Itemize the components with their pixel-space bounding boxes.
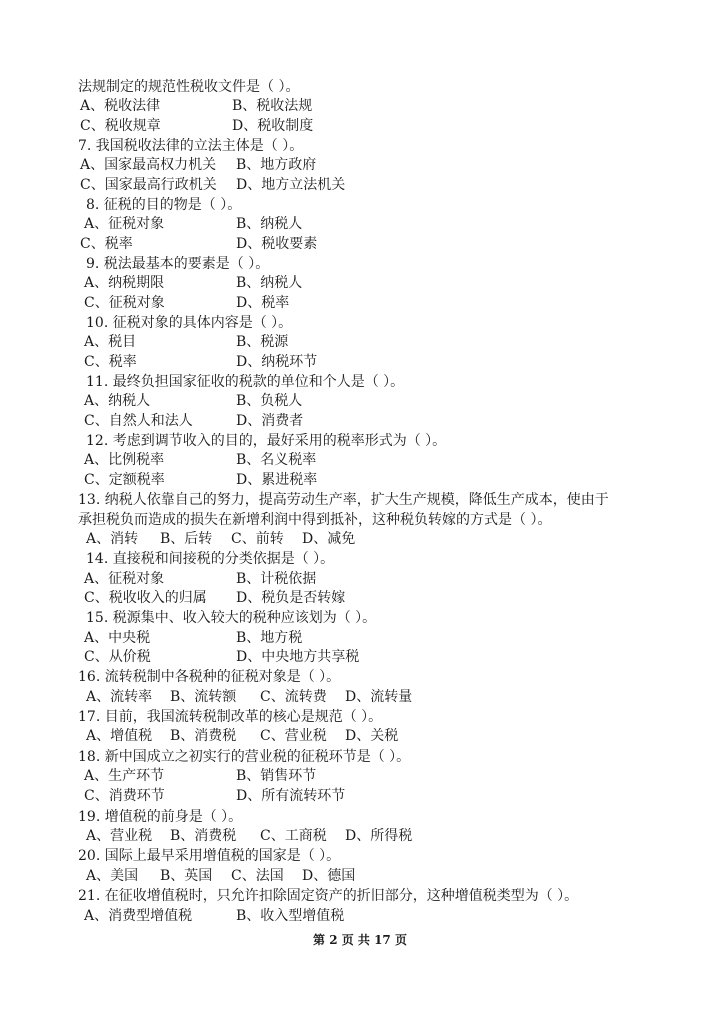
answer-option: A、征税对象 [84,571,165,587]
question-text: 10. 征税对象的具体内容是（ ）。 [86,315,293,331]
answer-option: D、关税 [345,728,399,744]
answer-option: C、税收规章 [80,118,161,134]
answer-option: A、增值税 [86,728,153,744]
answer-option: C、工商税 [260,828,327,844]
answer-option: B、负税人 [236,393,303,409]
answer-option: B、销售环节 [236,768,317,784]
answer-option: A、比例税率 [84,452,165,468]
answer-option: B、后转 [160,531,213,547]
answer-option: C、税率 [80,236,133,252]
question-text: 18. 新中国成立之初实行的营业税的征税环节是（ ）。 [78,749,411,765]
question-text: 8. 征税的目的物是（ ）。 [86,197,242,213]
answer-option: B、税源 [236,334,289,350]
answer-option: D、所有流转环节 [236,788,346,804]
answer-option: B、消费税 [170,728,237,744]
question-text: 7. 我国税收法律的立法主体是（ ）。 [78,138,304,154]
answer-option: D、税收制度 [232,118,314,134]
answer-option: D、所得税 [345,828,413,844]
answer-option: A、国家最高权力机关 [80,157,217,173]
answer-option: C、国家最高行政机关 [80,177,217,193]
answer-option: C、流转费 [260,689,327,705]
answer-option: C、税收收入的归属 [84,590,207,606]
answer-option: B、流转额 [170,689,237,705]
question-text: 法规制定的规范性税收文件是（ ）。 [78,79,300,95]
answer-option: D、中央地方共享税 [236,649,360,665]
answer-option: A、消转 [86,531,139,547]
answer-option: D、税率 [236,295,290,311]
answer-option: A、消费型增值税 [84,908,193,924]
question-text: 16. 流转税制中各税种的征税对象是（ ）。 [78,669,341,685]
question-text: 12. 考虑到调节收入的目的，最好采用的税率形式为（ ）。 [86,433,447,449]
answer-option: D、地方立法机关 [236,177,346,193]
answer-option: A、纳税期限 [84,275,165,291]
question-text: 20. 国际上最早采用增值税的国家是（ ）。 [78,848,341,864]
question-text: 9. 税法最基本的要素是（ ）。 [86,256,270,272]
question-text: 17. 目前，我国流转税制改革的核心是规范（ ）。 [78,709,383,725]
answer-option: B、计税依据 [236,571,317,587]
answer-option: B、英国 [160,868,213,884]
answer-option: B、消费税 [170,828,237,844]
answer-option: C、定额税率 [84,472,165,488]
answer-option: A、美国 [86,868,139,884]
answer-option: C、征税对象 [84,295,165,311]
answer-option: A、税目 [84,334,137,350]
answer-option: D、累进税率 [236,472,318,488]
answer-option: C、法国 [231,868,284,884]
answer-option: D、流转量 [345,689,413,705]
answer-option: A、营业税 [86,828,153,844]
question-text: 14. 直接税和间接税的分类依据是（ ）。 [86,551,335,567]
answer-option: D、德国 [302,868,356,884]
answer-option: A、生产环节 [84,768,165,784]
question-text: 21. 在征收增值税时，只允许扣除固定资产的折旧部分，这种增值税类型为（ ）。 [78,888,579,904]
answer-option: D、纳税环节 [236,354,318,370]
answer-option: B、地方税 [236,630,303,646]
question-text: 19. 增值税的前身是（ ）。 [78,809,243,825]
answer-option: B、地方政府 [236,157,317,173]
answer-option: A、征税对象 [84,216,165,232]
answer-option: D、减免 [302,531,356,547]
answer-option: B、纳税人 [236,216,303,232]
answer-option: B、名义税率 [236,452,317,468]
answer-option: D、消费者 [236,413,304,429]
answer-option: C、税率 [84,354,137,370]
question-text: 11. 最终负担国家征收的税款的单位和个人是（ ）。 [86,374,405,390]
question-text: 承担税负而造成的损失在新增利润中得到抵补，这种税负转嫁的方式是（ ）。 [78,512,552,528]
answer-option: A、中央税 [84,630,151,646]
answer-option: B、收入型增值税 [236,908,345,924]
answer-option: C、从价税 [84,649,151,665]
answer-option: C、营业税 [260,728,327,744]
answer-option: D、税收要素 [236,236,318,252]
question-text: 13. 纳税人依靠自己的努力，提高劳动生产率，扩大生产规模，降低生产成本，使由于 [78,492,609,508]
question-text: 15. 税源集中、收入较大的税种应该划为（ ）。 [86,610,377,626]
answer-option: D、税负是否转嫁 [236,590,346,606]
answer-option: A、纳税人 [84,393,151,409]
answer-option: C、前转 [231,531,284,547]
answer-option: A、税收法律 [80,98,161,114]
answer-option: A、流转率 [86,689,153,705]
answer-option: C、消费环节 [84,788,165,804]
answer-option: B、税收法规 [232,98,313,114]
answer-option: B、纳税人 [236,275,303,291]
answer-option: C、自然人和法人 [84,413,193,429]
page-footer: 第 2 页 共 17 页 [313,933,407,947]
